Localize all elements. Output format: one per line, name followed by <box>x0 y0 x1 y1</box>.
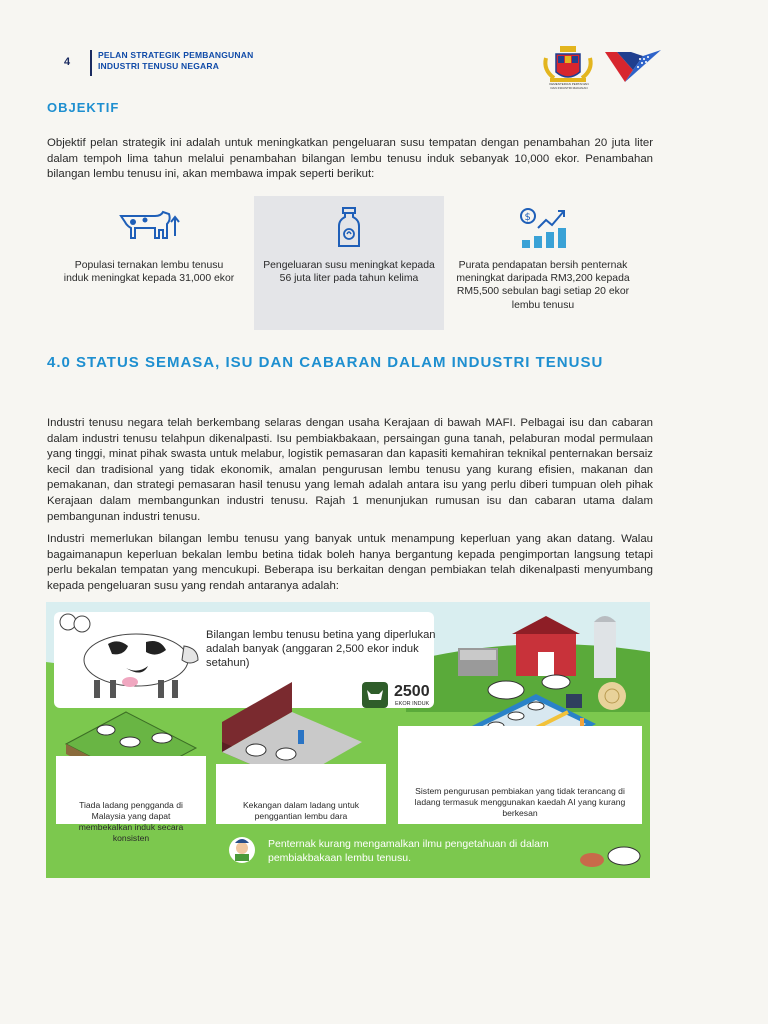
header-divider <box>90 50 92 76</box>
cow-increase-icon <box>117 206 181 246</box>
count-value: 2500 <box>394 683 430 700</box>
ministry-name-line2: DAN INDUSTRI MAKANAN <box>550 85 588 90</box>
caption-no-multiplier-farm: Tiada ladang pengganda di Malaysia yang dapat membekalkan induk secara konsisten <box>78 800 184 843</box>
impact-card-income <box>448 196 638 330</box>
count-unit: EKOR INDUK <box>395 701 430 707</box>
section-paragraph-2: Industri memerlukan bilangan lembu tenusu yang banyak untuk menampung keperluan yang akan datang. Walau bagaimanapun keperluan bekalan lembu betina tidak boleh hanya bergantung kepada pengimportan langsung tetapi perlu bekalan tempatan yang mencukupi. Beberapa isu berkaitan dengan pembiakan telah dikenalpasti menyumbang kepada pengeluaran susu yang rendah antaranya adalah: <box>47 533 653 592</box>
document-title-line1: PELAN STRATEGIK PEMBANGUNAN <box>98 50 254 60</box>
impact-text: Pengeluaran susu meningkat kepada 56 juta liter pada tahun kelima <box>263 260 435 285</box>
document-title <box>98 50 253 72</box>
section-paragraph-1: Industri tenusu negara telah berkembang selaras dengan usaha Kerajaan di bawah MAFI. Pelbagai isu dan cabaran dalam industri tenusu telahpun dikenalpasti. Isu pembiakbakaan, persaingan guna tanah, pelaburan modal permulaan yang tinggi, minat pihak swasta untuk melabur, logistik pemasaran dan kapasiti kemahiran teknikal penternakan bersaiz kecil dan tradisional yang tidak ekonomik, amalan pengurusan lembu tenusu yang kurang efisien, makanan dan pemakanan, dan strategi pemasaran hasil tenusu yang lemah adalah antara isu yang perlu diberi tumpuan oleh pihak Kerajaan dalam membangunkan industri tenusu. Rajah 1 menunjukan rumusan isu dan cabaran utama dalam pembangunan industri tenusu. <box>47 417 653 523</box>
breeding-issues-infographic <box>46 602 650 878</box>
income-growth-icon <box>518 206 568 250</box>
farmer-note: Penternak kurang mengamalkan ilmu pengetahuan di dalam pembiakbakaan lembu tenusu. <box>268 838 549 864</box>
objektif-paragraph: Objektif pelan strategik ini adalah untuk meningkatkan pengeluaran susu tempatan dengan penambahan 20 juta liter dalam tempoh lima tahun melalui penambahan bilangan lembu tenusu induk sebanyak 10,000 ekor. Penambahan bilangan lembu tenusu ini, akan membawa impak seperti berikut: <box>47 137 653 181</box>
impact-text: Populasi ternakan lembu tenusu induk meningkat kepada 31,000 ekor <box>63 260 235 285</box>
milk-can-icon <box>329 206 369 250</box>
caption-heifer-replacement: Kekangan dalam ladang untuk penggantian lembu dara <box>242 800 360 821</box>
section-heading: 4.0 STATUS SEMASA, ISU DAN CABARAN DALAM INDUSTRI TENUSU <box>47 354 604 371</box>
demand-text: Bilangan lembu tenusu betina yang diperlukan adalah banyak (anggaran 2,500 ekor induk setahun) <box>206 629 436 669</box>
ministry-name <box>541 83 597 90</box>
impact-text: Purata pendapatan bersih penternak meningkat daripada RM3,200 kepada RM5,500 sebulan bagi setiap 20 ekor lembu tenusu <box>456 260 630 311</box>
caption-breeding-management: Sistem pengurusan pembiakan yang tidak terancang di ladang termasuk menggunakan kaedah AI yang kurang berkesan <box>414 786 626 818</box>
objektif-heading: OBJEKTIF <box>47 100 120 115</box>
impact-card-milk <box>254 196 444 330</box>
page-number: 4 <box>64 56 71 68</box>
impact-card-population <box>54 196 244 330</box>
svg-text:$: $ <box>524 212 531 223</box>
ministry-v-logo <box>603 46 665 86</box>
document-title-line2: INDUSTRI TENUSU NEGARA <box>98 61 220 71</box>
ministry-name-line1: KEMENTERIAN PERTANIAN <box>549 82 589 86</box>
